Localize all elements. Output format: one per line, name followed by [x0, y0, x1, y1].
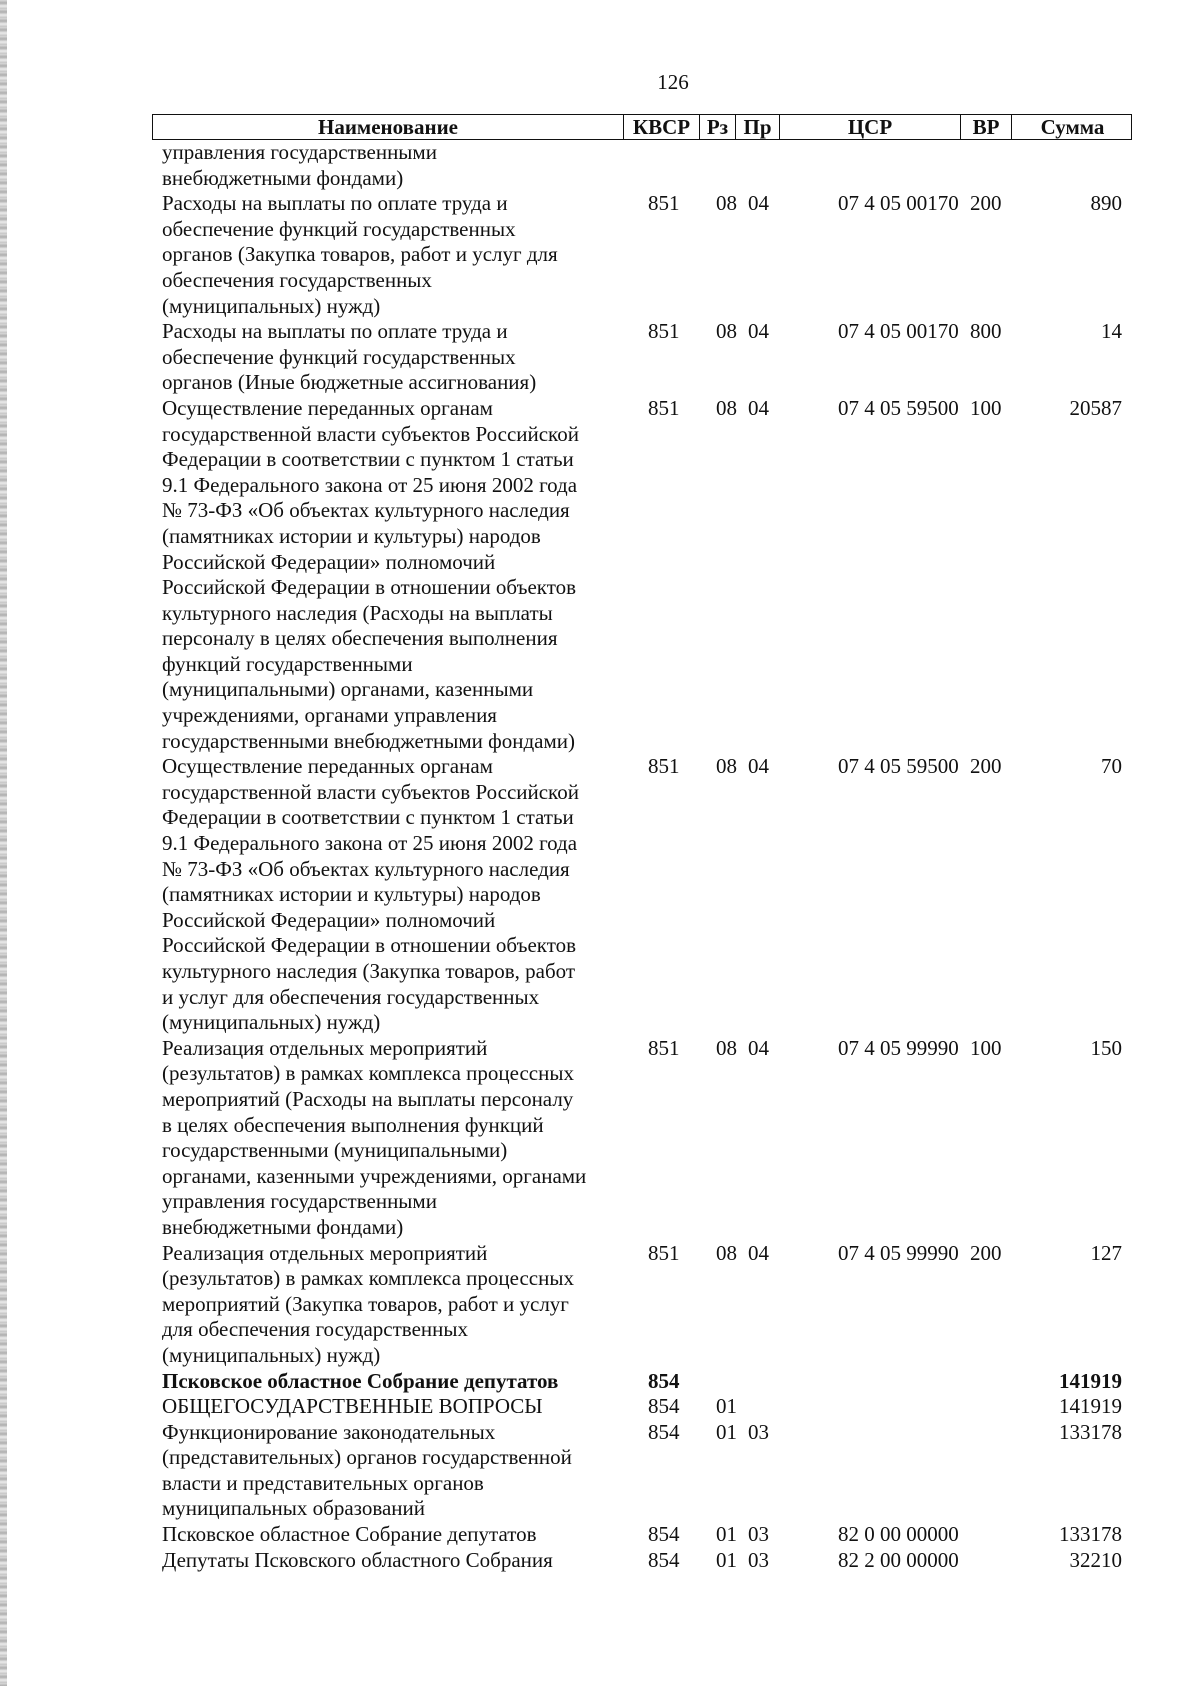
cell-kvsr: 854 [648, 1394, 680, 1419]
table-row [152, 1394, 1132, 1420]
row-name-line: (представительных) органов государственной [162, 1445, 572, 1470]
cell-vr: 200 [970, 754, 1002, 779]
scan-edge [0, 0, 7, 1686]
row-name [152, 1420, 630, 1522]
row-name-line: мероприятий (Закупка товаров, работ и услуг [162, 1291, 569, 1316]
row-name [152, 1036, 630, 1241]
cell-kvsr: 851 [648, 754, 680, 779]
row-name-line: Осуществление переданных органам [162, 754, 493, 779]
cell-kvsr: 854 [648, 1419, 680, 1444]
row-name-line: (муниципальных) нужд) [162, 1342, 381, 1367]
cell-kvsr: 851 [648, 191, 680, 216]
cell-pr: 04 [748, 754, 769, 779]
row-name [152, 1241, 630, 1369]
row-name-line: 9.1 Федерального закона от 25 июня 2002 года [162, 831, 578, 856]
cell-rz: 01 [716, 1394, 737, 1419]
table-row [152, 1548, 1132, 1574]
cell-sum: 141919 [1059, 1368, 1122, 1393]
cell-vr: 100 [970, 395, 1002, 420]
cell-sum: 20587 [1069, 395, 1122, 420]
header-rz: Рз [699, 115, 735, 139]
cell-pr: 03 [748, 1419, 769, 1444]
row-name-line: муниципальных образований [162, 1496, 425, 1521]
cell-vr: 200 [970, 1240, 1002, 1265]
row-name-line: Расходы на выплаты по оплате труда и [162, 191, 508, 216]
cell-pr: 03 [748, 1547, 769, 1572]
table-row [152, 1241, 1132, 1369]
cell-kvsr: 851 [648, 1035, 680, 1060]
row-name-line: (муниципальными) органами, казенными [162, 677, 534, 702]
row-name-line: Псковское областное Собрание депутатов [162, 1368, 559, 1393]
row-name-line: Федерации в соответствии с пунктом 1 статьи [162, 805, 574, 830]
table-row [152, 1420, 1132, 1522]
table-row [152, 396, 1132, 754]
table-row [152, 191, 1132, 319]
cell-vr: 800 [970, 319, 1002, 344]
header-name: Наименование [318, 115, 458, 139]
row-name-line: Псковское областное Собрание депутатов [162, 1522, 537, 1547]
cell-kvsr: 854 [648, 1547, 680, 1572]
row-name-line: управления государственными [162, 1189, 437, 1214]
cell-rz: 01 [716, 1419, 737, 1444]
cell-sum: 70 [1101, 754, 1122, 779]
row-name-line: ОБЩЕГОСУДАРСТВЕННЫЕ ВОПРОСЫ [162, 1394, 543, 1419]
cell-kvsr: 851 [648, 319, 680, 344]
row-name-line: для обеспечения государственных [162, 1317, 468, 1342]
row-name-line: Функционирование законодательных [162, 1419, 496, 1444]
row-name-line: власти и представительных органов [162, 1470, 484, 1495]
cell-sum: 14 [1101, 319, 1122, 344]
row-name-line: государственными (муниципальными) [162, 1138, 508, 1163]
row-name-line: мероприятий (Расходы на выплаты персоналу [162, 1086, 574, 1111]
row-name-line: Российской Федерации в отношении объектов [162, 933, 577, 958]
table-row [152, 319, 1132, 396]
row-name-line: внебюджетными фондами) [162, 165, 404, 190]
cell-rz: 08 [716, 1240, 737, 1265]
row-name-line: Реализация отдельных мероприятий [162, 1035, 488, 1060]
cell-vr: 200 [970, 191, 1002, 216]
row-name [152, 1522, 630, 1548]
table-row [152, 140, 1132, 191]
row-name-line: управления государственными [162, 140, 437, 164]
table-row [152, 1369, 1132, 1395]
row-name-line: в целях обеспечения выполнения функций [162, 1112, 544, 1137]
cell-pr: 04 [748, 1240, 769, 1265]
table-row [152, 1522, 1132, 1548]
cell-rz: 01 [716, 1522, 737, 1547]
row-name [152, 1548, 630, 1574]
row-name-line: учреждениями, органами управления [162, 703, 497, 728]
row-name-line: (муниципальных) нужд) [162, 1010, 381, 1035]
table-header [152, 114, 1132, 140]
cell-vr: 100 [970, 1035, 1002, 1060]
row-name-line: Реализация отдельных мероприятий [162, 1240, 488, 1265]
row-name-line: Российской Федерации» полномочий [162, 907, 496, 932]
cell-pr: 04 [748, 191, 769, 216]
cell-csr: 07 4 05 00170 [838, 319, 959, 344]
row-name-line: внебюджетными фондами) [162, 1214, 404, 1239]
row-name-line: обеспечения государственных [162, 267, 432, 292]
row-name-line: органами, казенными учреждениями, органами [162, 1163, 587, 1188]
cell-kvsr: 851 [648, 395, 680, 420]
header-csr: ЦСР [779, 115, 960, 139]
row-name-line: культурного наследия (Закупка товаров, работ [162, 959, 576, 983]
row-name-line: органов (Закупка товаров, работ и услуг для [162, 242, 558, 267]
cell-csr: 07 4 05 59500 [838, 395, 959, 420]
row-name-line: Российской Федерации» полномочий [162, 549, 496, 574]
cell-rz: 01 [716, 1547, 737, 1572]
row-name-line: обеспечение функций государственных [162, 216, 516, 241]
cell-pr: 04 [748, 395, 769, 420]
cell-sum: 127 [1090, 1240, 1122, 1265]
row-name-line: (результатов) в рамках комплекса процессных [162, 1061, 574, 1086]
cell-sum: 890 [1090, 191, 1122, 216]
cell-rz: 08 [716, 191, 737, 216]
cell-kvsr: 854 [648, 1368, 680, 1393]
row-name [152, 1394, 630, 1420]
table-row [152, 754, 1132, 1036]
budget-table [152, 114, 1132, 1573]
cell-sum: 150 [1090, 1035, 1122, 1060]
row-name [152, 191, 630, 319]
cell-csr: 07 4 05 59500 [838, 754, 959, 779]
header-vr: ВР [960, 115, 1011, 139]
row-name [152, 1369, 630, 1395]
cell-sum: 133178 [1059, 1419, 1122, 1444]
row-name [152, 754, 630, 1036]
row-name-line: № 73-ФЗ «Об объектах культурного наследия [162, 498, 570, 523]
cell-pr: 03 [748, 1522, 769, 1547]
row-name-line: Федерации в соответствии с пунктом 1 статьи [162, 447, 574, 472]
cell-sum: 32210 [1069, 1547, 1122, 1572]
table-row [152, 1036, 1132, 1241]
row-name-line: органов (Иные бюджетные ассигнования) [162, 370, 537, 395]
header-sum: Сумма [1011, 115, 1133, 139]
cell-csr: 82 0 00 00000 [838, 1522, 959, 1547]
row-name-line: персоналу в целях обеспечения выполнения [162, 626, 558, 651]
row-name-line: Осуществление переданных органам [162, 395, 493, 420]
row-name [152, 319, 630, 396]
row-name-line: государственной власти субъектов Российской [162, 421, 579, 446]
cell-csr: 07 4 05 99990 [838, 1035, 959, 1060]
row-name-line: № 73-ФЗ «Об объектах культурного наследия [162, 856, 570, 881]
row-name-line: и услуг для обеспечения государственных [162, 984, 540, 1009]
cell-rz: 08 [716, 319, 737, 344]
row-name-line: культурного наследия (Расходы на выплаты [162, 600, 553, 625]
row-name-line: (памятниках истории и культуры) народов [162, 882, 541, 907]
row-name-line: Расходы на выплаты по оплате труда и [162, 319, 508, 344]
row-name-line: государственной власти субъектов Российской [162, 779, 579, 804]
row-name-line: Депутаты Псковского областного Собрания [162, 1547, 553, 1572]
row-name-line: обеспечение функций государственных [162, 344, 516, 369]
row-name-line: (муниципальных) нужд) [162, 293, 381, 318]
cell-kvsr: 854 [648, 1522, 680, 1547]
row-name-line: 9.1 Федерального закона от 25 июня 2002 года [162, 472, 578, 497]
page-number: 126 [657, 70, 689, 94]
cell-pr: 04 [748, 319, 769, 344]
cell-sum: 141919 [1059, 1394, 1122, 1419]
table-body [152, 140, 1132, 1573]
cell-kvsr: 851 [648, 1240, 680, 1265]
row-name-line: Российской Федерации в отношении объектов [162, 575, 577, 600]
cell-rz: 08 [716, 395, 737, 420]
cell-csr: 07 4 05 99990 [838, 1240, 959, 1265]
cell-rz: 08 [716, 1035, 737, 1060]
row-name [152, 396, 630, 754]
cell-sum: 133178 [1059, 1522, 1122, 1547]
row-name-line: государственными внебюджетными фондами) [162, 728, 576, 753]
row-name-line: (результатов) в рамках комплекса процессных [162, 1266, 574, 1291]
header-pr: Пр [735, 115, 779, 139]
cell-csr: 82 2 00 00000 [838, 1547, 959, 1572]
row-name [152, 140, 630, 191]
cell-rz: 08 [716, 754, 737, 779]
cell-pr: 04 [748, 1035, 769, 1060]
row-name-line: функций государственными [162, 651, 413, 676]
cell-csr: 07 4 05 00170 [838, 191, 959, 216]
header-kvsr: КВСР [623, 115, 699, 139]
row-name-line: (памятниках истории и культуры) народов [162, 523, 541, 548]
